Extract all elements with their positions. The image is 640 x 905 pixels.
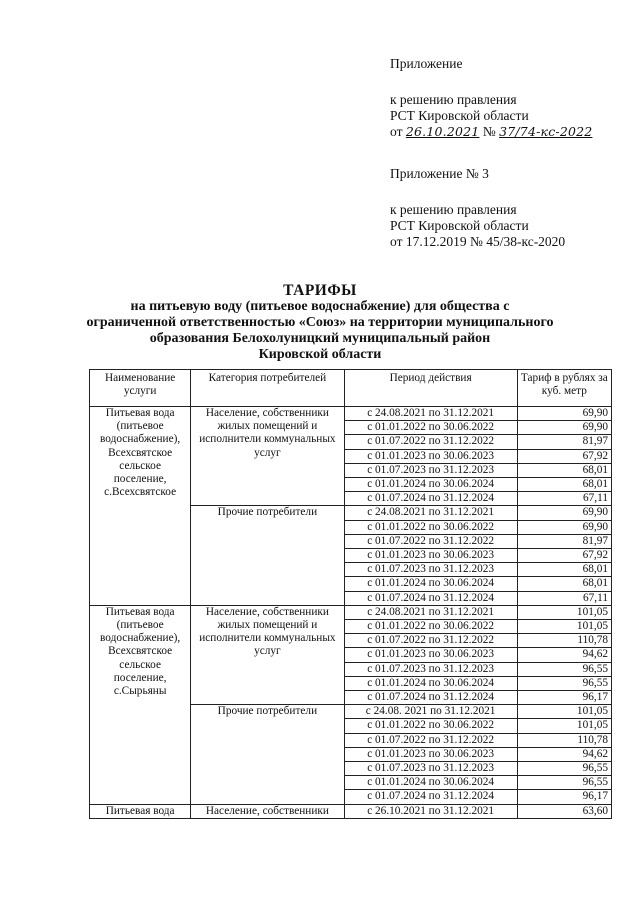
tariff-rate-cell: 101,05 (517, 605, 611, 619)
period-cell: с 01.07.2024 по 31.12.2024 (344, 691, 517, 705)
period-cell: с 01.07.2023 по 31.12.2023 (344, 662, 517, 676)
consumer-category-cell: Население, собственники жилых помещений и исполнители коммунальных услуг (191, 605, 344, 704)
document-heading (60, 283, 580, 363)
appendix3-authority-line: РСТ Кировской области (390, 218, 529, 233)
tariff-rate-cell: 81,97 (517, 435, 611, 449)
handwritten-number: 37/74-кс-2022 (499, 124, 593, 139)
period-cell: с 24.08.2021 по 31.12.2021 (344, 407, 517, 421)
number-mark: № (482, 124, 496, 139)
tariff-rate-cell: 69,90 (517, 421, 611, 435)
header-consumer-category: Категория потребителей (191, 370, 344, 407)
tariff-rate-cell: 94,62 (517, 648, 611, 662)
tariff-rate-cell: 101,05 (517, 620, 611, 634)
period-cell: с 01.07.2022 по 31.12.2022 (344, 634, 517, 648)
heading-line-4: Кировской области (258, 347, 382, 362)
period-cell: с 01.01.2022 по 30.06.2022 (344, 520, 517, 534)
period-cell: с 01.01.2024 по 30.06.2024 (344, 676, 517, 690)
appendix-authority-line: РСТ Кировской области (390, 108, 529, 123)
tariff-rate-cell: 96,55 (517, 762, 611, 776)
heading-title: ТАРИФЫ (283, 282, 357, 299)
tariff-rate-cell: 67,92 (517, 449, 611, 463)
tariff-rate-cell: 67,92 (517, 549, 611, 563)
consumer-category-cell: Прочие потребители (191, 506, 344, 605)
consumer-category-cell: Население, собственники (191, 804, 344, 818)
consumer-category-cell: Прочие потребители (191, 705, 344, 804)
period-cell: с 01.07.2022 по 31.12.2022 (344, 534, 517, 548)
period-cell: с 01.01.2023 по 30.06.2023 (344, 549, 517, 563)
period-cell: с 01.01.2023 по 30.06.2023 (344, 747, 517, 761)
handwritten-date: 26.10.2021 (405, 124, 480, 139)
tariff-rate-cell: 110,78 (517, 733, 611, 747)
period-cell: с 01.01.2024 по 30.06.2024 (344, 478, 517, 492)
header-service-name: Наименование услуги (90, 370, 191, 407)
period-cell: с 24.08.2021 по 31.12.2021 (344, 605, 517, 619)
period-cell: с 01.07.2022 по 31.12.2022 (344, 733, 517, 747)
tariff-rate-cell: 101,05 (517, 705, 611, 719)
appendix-decision-line: к решению правления (390, 92, 517, 107)
period-cell: с 24.08. 2021 по 31.12.2021 (344, 705, 517, 719)
period-cell: с 01.01.2023 по 30.06.2023 (344, 449, 517, 463)
tariff-rate-cell: 68,01 (517, 577, 611, 591)
appendix-title: Приложение (390, 56, 463, 71)
tariff-rate-cell: 96,17 (517, 790, 611, 804)
period-cell: с 24.08.2021 по 31.12.2021 (344, 506, 517, 520)
tariff-rate-cell: 96,55 (517, 662, 611, 676)
tariff-rate-cell: 96,17 (517, 691, 611, 705)
tariff-rate-cell: 110,78 (517, 634, 611, 648)
heading-line-2: ограниченной ответственностью «Союз» на территории муниципального (86, 315, 554, 330)
period-cell: с 01.07.2023 по 31.12.2023 (344, 762, 517, 776)
table-row (90, 605, 612, 619)
tariff-table-body (90, 407, 612, 819)
tariff-rate-cell: 67,11 (517, 591, 611, 605)
tariff-rate-cell: 96,55 (517, 676, 611, 690)
period-cell: с 01.01.2022 по 30.06.2022 (344, 719, 517, 733)
period-cell: с 01.01.2022 по 30.06.2022 (344, 620, 517, 634)
appendix-block-3 (390, 166, 565, 250)
heading-line-1: на питьевую воду (питьевое водоснабжение) для общества с (130, 299, 510, 314)
period-cell: с 26.10.2021 по 31.12.2021 (344, 804, 517, 818)
tariff-rate-cell: 69,90 (517, 520, 611, 534)
tariff-rate-cell: 69,90 (517, 506, 611, 520)
period-cell: с 01.07.2024 по 31.12.2024 (344, 591, 517, 605)
service-name-cell: Питьевая вода (питьевое водоснабжение), Всехсвятское сельское поселение, с.Сырьяны (90, 605, 191, 804)
appendix-block-current (390, 56, 592, 140)
period-cell: с 01.01.2024 по 30.06.2024 (344, 577, 517, 591)
tariff-rate-cell: 63,60 (517, 804, 611, 818)
tariff-rate-cell: 96,55 (517, 776, 611, 790)
service-name-cell: Питьевая вода (90, 804, 191, 818)
table-row (90, 407, 612, 421)
tariff-rate-cell: 101,05 (517, 719, 611, 733)
tariff-rate-cell: 67,11 (517, 492, 611, 506)
header-validity-period: Период действия (344, 370, 517, 407)
header-tariff-rate: Тариф в рублях за куб. метр (517, 370, 611, 407)
consumer-category-cell: Население, собственники жилых помещений и исполнители коммунальных услуг (191, 407, 344, 506)
appendix-date-number-line (390, 124, 592, 140)
tariff-rate-cell: 94,62 (517, 747, 611, 761)
period-cell: с 01.01.2022 по 30.06.2022 (344, 421, 517, 435)
period-cell: с 01.07.2023 по 31.12.2023 (344, 463, 517, 477)
tariff-rate-cell: 69,90 (517, 407, 611, 421)
period-cell: с 01.07.2023 по 31.12.2023 (344, 563, 517, 577)
date-prefix: от (390, 124, 403, 139)
tariff-rate-cell: 68,01 (517, 463, 611, 477)
table-header-row (90, 370, 612, 407)
period-cell: с 01.07.2024 по 31.12.2024 (344, 492, 517, 506)
period-cell: с 01.01.2024 по 30.06.2024 (344, 776, 517, 790)
tariff-rate-cell: 68,01 (517, 478, 611, 492)
period-cell: с 01.07.2024 по 31.12.2024 (344, 790, 517, 804)
service-name-cell: Питьевая вода (питьевое водоснабжение), Всехсвятское сельское поселение, с.Всехсвятское (90, 407, 191, 606)
period-cell: с 01.07.2022 по 31.12.2022 (344, 435, 517, 449)
tariff-table (89, 369, 612, 819)
heading-line-3: образования Белохолуницкий муниципальный район (149, 331, 491, 346)
appendix3-title: Приложение № 3 (390, 166, 489, 181)
table-row (90, 804, 612, 818)
appendix3-date-line: от 17.12.2019 № 45/38-кс-2020 (390, 234, 566, 249)
appendix3-decision-line: к решению правления (390, 202, 517, 217)
tariff-rate-cell: 81,97 (517, 534, 611, 548)
tariff-rate-cell: 68,01 (517, 563, 611, 577)
period-cell: с 01.01.2023 по 30.06.2023 (344, 648, 517, 662)
